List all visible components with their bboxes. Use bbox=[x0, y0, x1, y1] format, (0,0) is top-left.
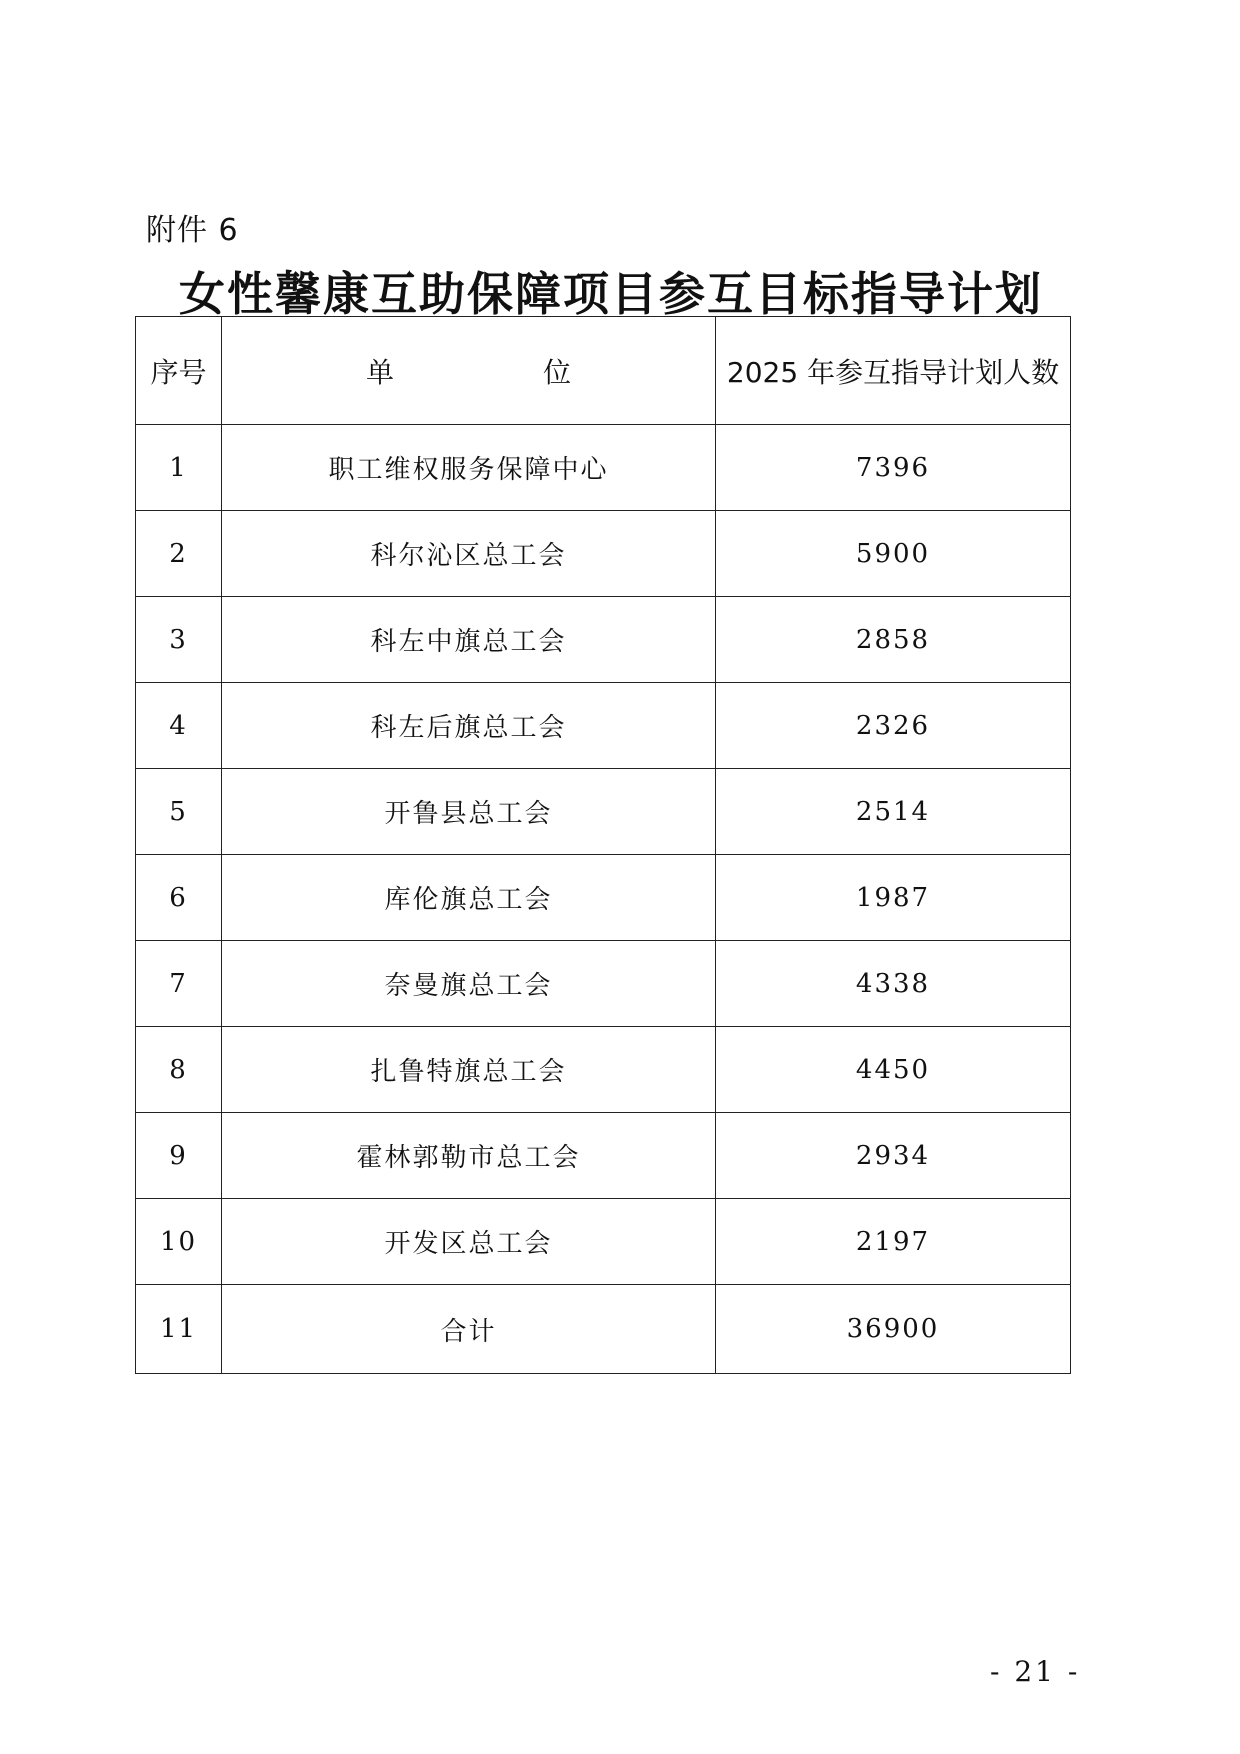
row-unit: 库伦旗总工会 bbox=[222, 855, 716, 941]
row-unit: 职工维权服务保障中心 bbox=[222, 425, 716, 511]
table-row bbox=[136, 597, 1071, 683]
row-seq: 2 bbox=[136, 511, 222, 597]
row-unit: 开发区总工会 bbox=[222, 1199, 716, 1285]
row-seq: 11 bbox=[136, 1285, 222, 1374]
table-row bbox=[136, 683, 1071, 769]
attachment-label: 附件 6 bbox=[146, 213, 239, 248]
row-count: 36900 bbox=[716, 1285, 1071, 1374]
row-count: 1987 bbox=[716, 855, 1071, 941]
table-row bbox=[136, 941, 1071, 1027]
row-count: 2197 bbox=[716, 1199, 1071, 1285]
row-seq: 8 bbox=[136, 1027, 222, 1113]
row-unit: 奈曼旗总工会 bbox=[222, 941, 716, 1027]
row-unit: 科尔沁区总工会 bbox=[222, 511, 716, 597]
row-count: 2514 bbox=[716, 769, 1071, 855]
document-title: 女性馨康互助保障项目参互目标指导计划 bbox=[179, 267, 1043, 321]
row-seq: 4 bbox=[136, 683, 222, 769]
row-count: 4338 bbox=[716, 941, 1071, 1027]
row-seq: 9 bbox=[136, 1113, 222, 1199]
header-count: 2025 年参互指导计划人数 bbox=[716, 317, 1071, 425]
row-count: 4450 bbox=[716, 1027, 1071, 1113]
plan-table bbox=[135, 316, 1071, 1374]
row-seq: 6 bbox=[136, 855, 222, 941]
table-header-row bbox=[136, 317, 1071, 425]
table-row bbox=[136, 1113, 1071, 1199]
table-row-total bbox=[136, 1285, 1071, 1374]
table-row bbox=[136, 511, 1071, 597]
row-unit: 合计 bbox=[222, 1285, 716, 1374]
row-seq: 1 bbox=[136, 425, 222, 511]
row-count: 2326 bbox=[716, 683, 1071, 769]
row-count: 2858 bbox=[716, 597, 1071, 683]
row-unit: 扎鲁特旗总工会 bbox=[222, 1027, 716, 1113]
row-count: 7396 bbox=[716, 425, 1071, 511]
row-unit: 科左中旗总工会 bbox=[222, 597, 716, 683]
row-unit: 科左后旗总工会 bbox=[222, 683, 716, 769]
header-seq: 序号 bbox=[136, 317, 222, 425]
table-row bbox=[136, 1027, 1071, 1113]
table-row bbox=[136, 425, 1071, 511]
table-row bbox=[136, 855, 1071, 941]
page-number: - 21 - bbox=[990, 1655, 1081, 1688]
header-unit: 单 位 bbox=[222, 317, 716, 425]
row-seq: 5 bbox=[136, 769, 222, 855]
row-seq: 7 bbox=[136, 941, 222, 1027]
row-count: 2934 bbox=[716, 1113, 1071, 1199]
row-seq: 10 bbox=[136, 1199, 222, 1285]
row-count: 5900 bbox=[716, 511, 1071, 597]
table-row bbox=[136, 769, 1071, 855]
row-seq: 3 bbox=[136, 597, 222, 683]
table-row bbox=[136, 1199, 1071, 1285]
row-unit: 开鲁县总工会 bbox=[222, 769, 716, 855]
row-unit: 霍林郭勒市总工会 bbox=[222, 1113, 716, 1199]
